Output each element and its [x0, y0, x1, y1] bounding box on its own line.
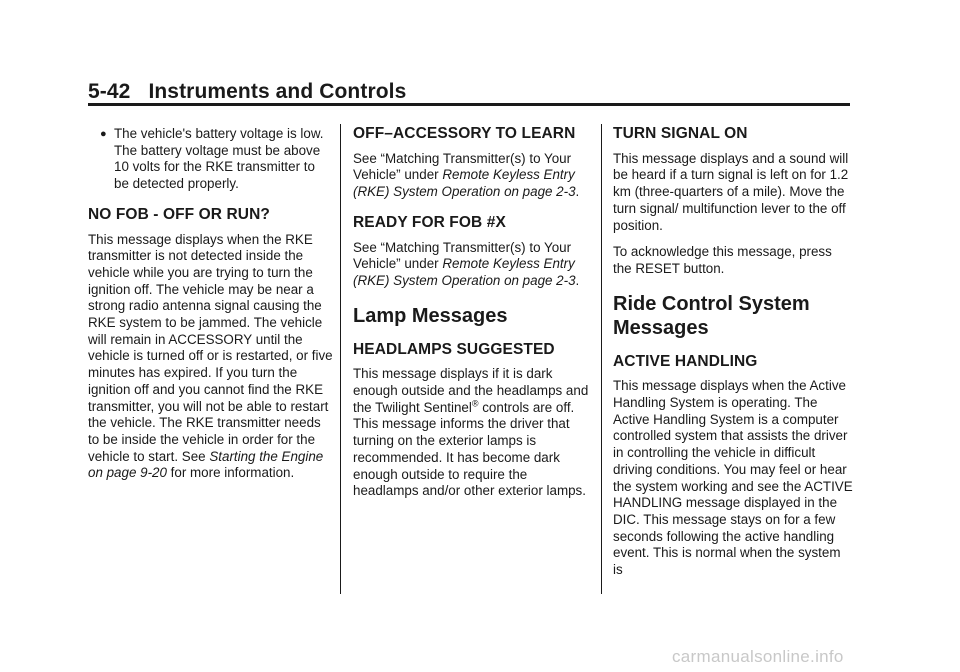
heading-no-fob: NO FOB - OFF OR RUN? — [88, 205, 270, 223]
heading-active-handling: ACTIVE HANDLING — [613, 352, 758, 370]
column-2 — [353, 126, 593, 510]
watermark: carmanualsonline.info — [672, 647, 844, 666]
heading-turn-signal: TURN SIGNAL ON — [613, 125, 748, 142]
page-header — [88, 80, 406, 104]
section-title: Instruments and Controls — [148, 80, 407, 103]
link-rke-operation-2[interactable]: Remote Keyless Entry (RKE) System Operation on page 2-3 — [353, 256, 576, 288]
paragraph-turn-signal-2: To acknowledge this message, press the RESET button. — [613, 244, 832, 276]
paragraph-ready-for-fob: See “Matching Transmitter(s) to Your Vehicle” under Remote Keyless Entry (RKE) System Operation on page 2-3. — [353, 239, 580, 288]
column-3 — [613, 126, 853, 589]
paragraph-turn-signal-1: This message displays and a sound will be heard if a turn signal is left on for 1.2 km (three-quarters of a mile). Move the turn signal/ multifunction lever to the off position. — [613, 150, 849, 233]
link-starting-engine[interactable]: Starting the Engine on page 9-20 — [88, 448, 324, 481]
heading-ride-control: Ride Control System Messages — [613, 292, 810, 339]
heading-off-accessory: OFF–ACCESSORY TO LEARN — [353, 125, 576, 142]
page-number: 5-42 — [88, 80, 131, 103]
heading-headlamps-suggested: HEADLAMPS SUGGESTED — [353, 340, 555, 358]
ready-text: See “Matching Transmitter(s) to Your Vehicle” under — [353, 239, 572, 272]
paragraph-headlamps — [353, 366, 593, 500]
column-divider-1 — [340, 124, 341, 594]
paragraph-active-handling: This message displays when the Active Handling System is operating. The Active Handling System is a computer controlled system that assists the driver in controlling the vehicle in difficult driving conditions. You may feel or hear the system working and see the ACTIVE HANDLING message displayed in the DIC. This message stays on for a few seconds following the active handling event. This is normal when the system is — [613, 378, 853, 578]
headlamps-text-a: This message displays if it is dark enough outside and the headlamps and the Twilight Sentinel — [353, 366, 589, 415]
off-accessory-text: See “Matching Transmitter(s) to Your Vehicle” under — [353, 150, 572, 183]
bullet-text: The vehicle's battery voltage is low. The battery voltage must be above 10 volts for the RKE transmitter to be detected properly. — [114, 126, 324, 192]
heading-lamp-messages: Lamp Messages — [353, 304, 508, 327]
no-fob-tail: for more information. — [170, 465, 295, 481]
paragraph-no-fob — [88, 232, 333, 483]
column-1 — [88, 126, 333, 492]
registered-mark: ® — [471, 398, 479, 409]
headlamps-text-b: controls are off. This message informs the driver that turning on the exterior lamps is recommended. It has become dark enough outside to require the headlamps and/or other exterior lamps. — [353, 399, 586, 499]
paragraph-off-accessory: See “Matching Transmitter(s) to Your Vehicle” under Remote Keyless Entry (RKE) System Operation on page 2-3. — [353, 150, 580, 200]
bullet-icon: ● — [100, 128, 107, 140]
heading-ready-for-fob: READY FOR FOB #X — [353, 213, 506, 231]
link-rke-operation[interactable]: Remote Keyless Entry (RKE) System Operation on page 2-3 — [353, 167, 576, 200]
no-fob-body: This message displays when the RKE transmitter is not detected inside the vehicle while you are trying to turn the ignition off. The vehicle may be near a strong radio antenna signal causing the RKE system to be jammed. The vehicle will remain in ACCESSORY until the vehicle is turned off or is restarted, or five minutes has expired. If you turn the ignition off and you cannot find the RKE transmitter, you will not be able to restart the vehicle. The RKE transmitter needs to be inside the vehicle in order for the vehicle to start. See — [88, 231, 333, 464]
bullet-item — [88, 126, 333, 193]
header-rule — [88, 103, 850, 106]
column-divider-2 — [601, 124, 602, 594]
